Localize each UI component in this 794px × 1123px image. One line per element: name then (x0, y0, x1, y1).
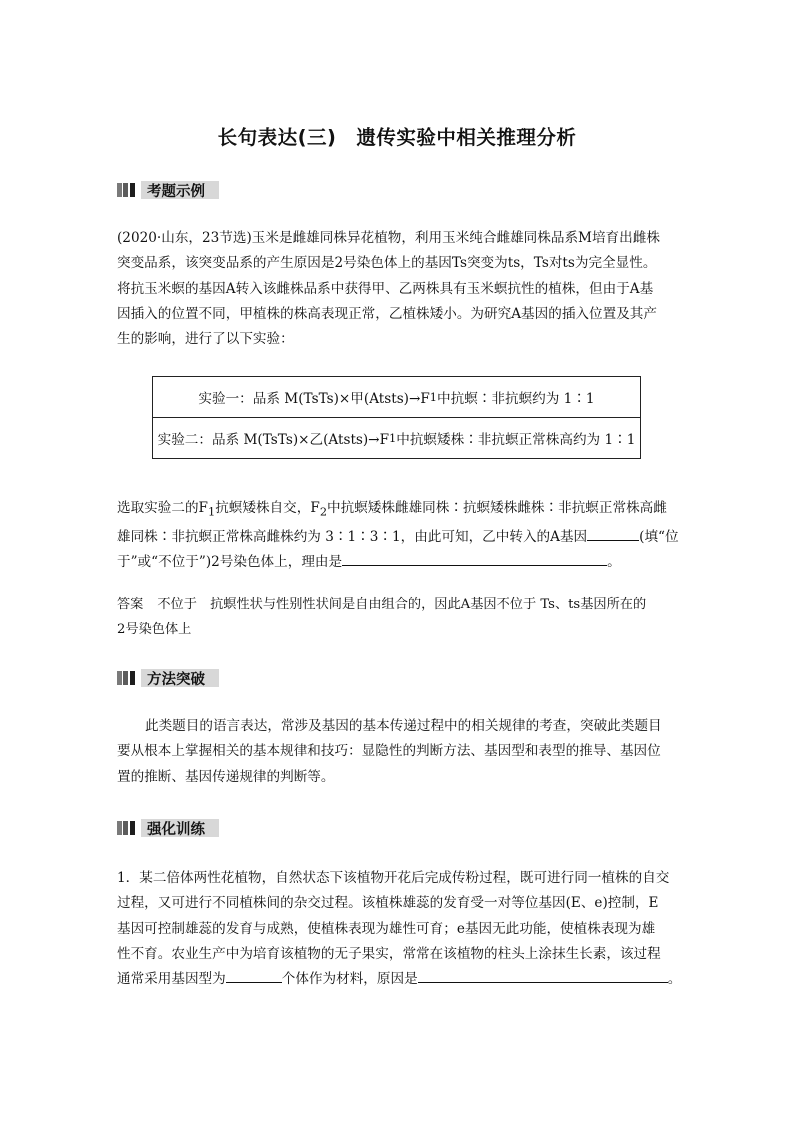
experiment-text: 中抗螟∶非抗螟约为 1∶1 (437, 391, 595, 407)
answer-block (117, 592, 697, 642)
text-line (117, 967, 689, 992)
experiment-text: 实验二：品系 M(TsTs)×乙(Atsts)→F (157, 432, 390, 448)
answer-blank[interactable] (226, 968, 282, 983)
text-fragment: (填“位 (639, 529, 679, 546)
subscript: 1 (208, 504, 216, 519)
text-fragment: 抗螟矮株自交，F (215, 500, 320, 516)
text-line: (2020·山东，23节选)玉米是雌雄同株异花植物，利用玉米纯合雌雄同株品系M培育出雌株 (117, 230, 660, 246)
text-line: 将抗玉米螟的基因A转入该雌株品系中获得甲、乙两株具有玉米螟抗性的植株，但由于A基 (117, 280, 654, 297)
section-title: 强化训练 (141, 819, 219, 837)
experiment-text: 中抗螟矮株∶非抗螟正常株高约为 1∶1 (396, 432, 636, 448)
section-marker-icon (117, 183, 135, 197)
text-line: 1．某二倍体两性花植物，自然状态下该植物开花后完成传粉过程，既可进行同一植株的自交 (117, 870, 670, 886)
training-question-1 (117, 866, 689, 992)
answer-blank[interactable] (342, 551, 607, 566)
text-fragment: 雄同株∶非抗螟正常株高雌株约为 3∶1∶3∶1，由此可知，乙中转入的A基因 (117, 529, 588, 546)
section-title: 方法突破 (141, 669, 219, 687)
text-line: 基因可控制雄蕊的发育与成熟，使植株表现为雄性可育；e基因无此功能，使植株表现为雄 (117, 920, 656, 937)
text-line: 置的推断、基因传递规律的判断等。 (117, 768, 335, 785)
subscript: 2 (319, 504, 328, 519)
text-line (117, 525, 689, 550)
answer-blank[interactable] (587, 526, 639, 541)
experiment-text: 实验一：品系 M(TsTs)×甲(Atsts)→F (198, 391, 430, 407)
text-line: 突变品系，该突变品系的产生原因是2号染色体上的基因Ts突变为ts，Ts对ts为完全显性。 (117, 255, 657, 272)
question-intro (117, 226, 689, 352)
answer-blank[interactable] (418, 968, 668, 983)
text-line: 因插入的位置不同，甲植株的株高表现正常，乙植株矮小。为研究A基因的插入位置及其产 (117, 305, 657, 322)
answer-label: 答案 (117, 597, 144, 612)
question-body (117, 496, 689, 576)
answer-text: 不位于 抗螟性状与性别性状间是自由组合的，因此A基因不位于 Ts、ts基因所在的 (157, 597, 647, 612)
text-line: 2号染色体上 (117, 622, 192, 637)
text-fragment: 。 (607, 554, 621, 571)
text-line: 过程，又可进行不同植株间的杂交过程。该植株雄蕊的发育受一对等位基因(E、e)控制，E (117, 895, 659, 912)
section-marker-icon (117, 821, 135, 835)
section-heading-methods (117, 668, 219, 688)
text-line (117, 550, 689, 575)
section-heading-examples (117, 180, 219, 200)
text-fragment: 。 (667, 971, 682, 988)
section-marker-icon (117, 671, 135, 685)
text-fragment: 中抗螟矮株雌雄同株∶抗螟矮株雌株∶非抗螟正常株高雌 (327, 500, 667, 516)
text-fragment: 选取实验二的F (117, 500, 208, 516)
text-line: 生的影响，进行了以下实验： (117, 331, 294, 348)
text-fragment: 于”或“不位于”)2号染色体上，理由是 (117, 554, 343, 571)
section-title: 考题示例 (141, 181, 219, 199)
text-fragment: 通常采用基因型为 (117, 971, 226, 988)
text-line: 要从根本上掌握相关的基本规律和技巧：显隐性的判断方法、基因型和表型的推导、基因位 (117, 743, 661, 760)
experiment-row-1 (153, 377, 640, 417)
method-text (117, 714, 689, 790)
text-line (117, 496, 689, 525)
subscript: 1 (429, 390, 438, 404)
page-title: 长句表达(三) 遗传实验中相关推理分析 (217, 126, 577, 149)
experiment-table (152, 376, 641, 459)
section-heading-training (117, 818, 219, 838)
text-line: 此类题目的语言表达，常涉及基因的基本传递过程中的相关规律的考查，突破此类题目 (145, 718, 662, 734)
subscript: 1 (389, 431, 397, 445)
text-line (117, 592, 697, 617)
experiment-row-2 (153, 417, 640, 458)
text-line: 性不育。农业生产中为培育该植物的无子果实，常常在该植物的柱头上涂抹生长素，该过程 (117, 945, 661, 962)
text-fragment: 个体作为材料，原因是 (281, 971, 418, 988)
